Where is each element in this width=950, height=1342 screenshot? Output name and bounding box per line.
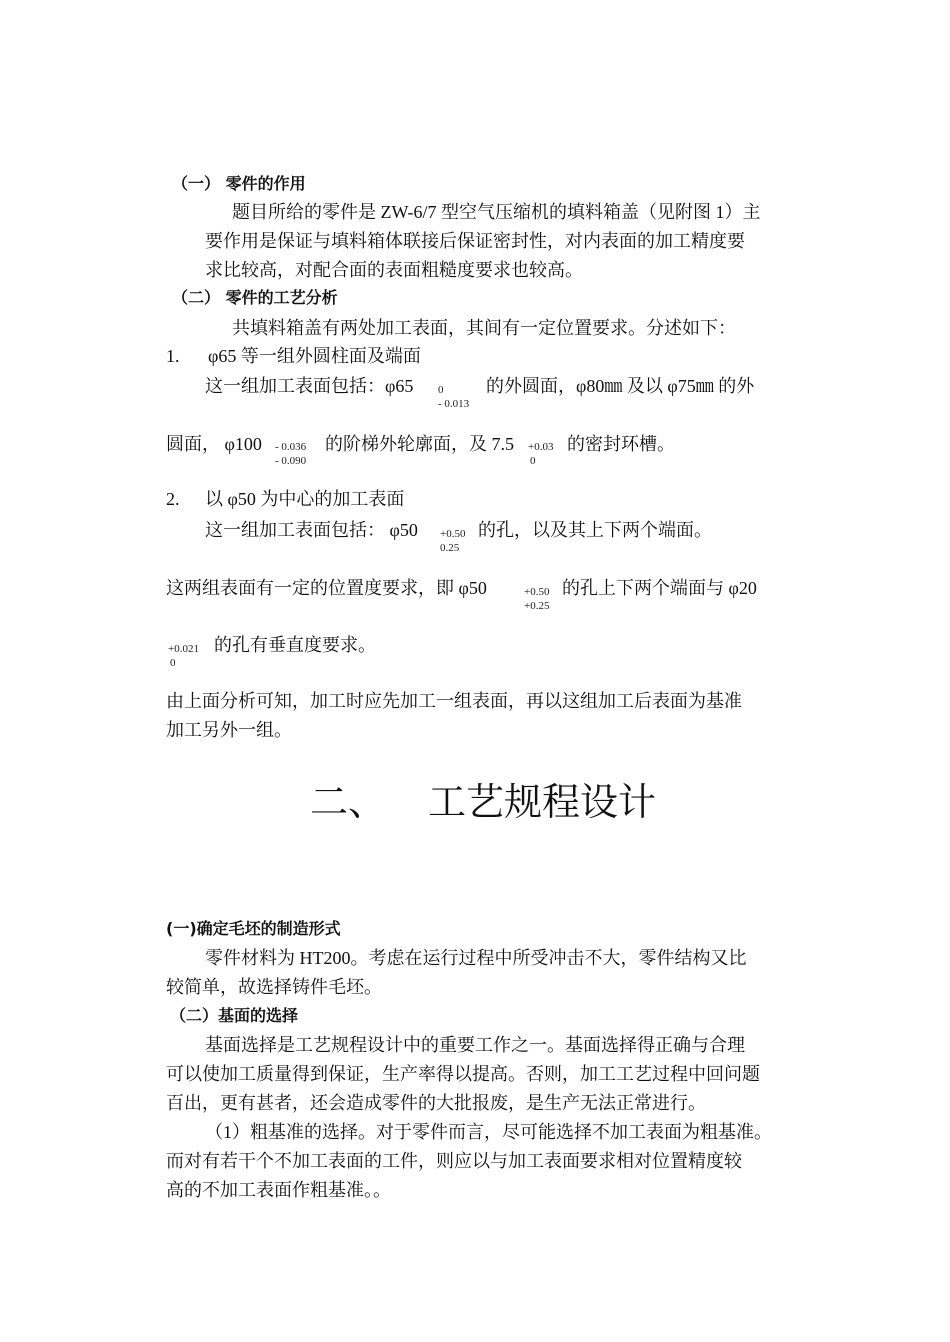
tolerance-upper: - 0.036 bbox=[275, 441, 307, 453]
section-heading-blank: (一)确定毛坯的制造形式 bbox=[166, 919, 341, 938]
section-heading-analysis: （二） 零件的工艺分析 bbox=[172, 288, 338, 307]
paragraph-line: 由上面分析可知，加工时应先加工一组表面，再以这组加工后表面为基准 bbox=[166, 691, 742, 711]
paragraph-line: 而对有若干个不加工表面的工件，则应以与加工表面要求相对位置精度较 bbox=[166, 1151, 742, 1171]
paragraph-line: 圆面， φ100 bbox=[166, 434, 262, 454]
paragraph-line: 这一组加工表面包括： φ50 bbox=[205, 520, 418, 540]
paragraph-line: 要作用是保证与填料箱体联接后保证密封性，对内表面的加工精度要 bbox=[205, 231, 745, 251]
paragraph-line: （1）粗基准的选择。对于零件而言，尽可能选择不加工表面为粗基准。 bbox=[205, 1122, 772, 1142]
section-heading-function: （一） 零件的作用 bbox=[172, 174, 306, 193]
tolerance-upper: +0.03 bbox=[528, 441, 554, 453]
tolerance-lower: 0 bbox=[530, 455, 536, 467]
list-item-title: φ65 等一组外圆柱面及端面 bbox=[208, 346, 421, 366]
list-item-title: 以 φ50 为中心的加工表面 bbox=[205, 489, 405, 509]
list-item-number: 1. bbox=[166, 346, 180, 366]
paragraph-line: 的孔有垂直度要求。 bbox=[214, 635, 376, 655]
paragraph-line: 的孔，以及其上下两个端面。 bbox=[478, 520, 712, 540]
paragraph-line: 的阶梯外轮廓面，及 7.5 bbox=[325, 434, 514, 454]
paragraph-line: 基面选择是工艺规程设计中的重要工作之一。基面选择得正确与合理 bbox=[205, 1035, 745, 1055]
paragraph-line: 的外圆面，φ80㎜ 及以 φ75㎜ 的外 bbox=[486, 376, 755, 396]
tolerance-upper: 0 bbox=[438, 384, 444, 396]
paragraph-line: 题目所给的零件是 ZW-6/7 型空气压缩机的填料箱盖（见附图 1）主 bbox=[232, 202, 761, 222]
paragraph-line: 高的不加工表面作粗基准。。 bbox=[166, 1180, 391, 1200]
tolerance-upper: +0.50 bbox=[440, 528, 466, 540]
tolerance-upper: +0.021 bbox=[168, 643, 199, 655]
paragraph-line: 共填料箱盖有两处加工表面，其间有一定位置要求。分述如下： bbox=[232, 318, 736, 338]
tolerance-upper: +0.50 bbox=[524, 586, 550, 598]
list-item-number: 2. bbox=[166, 489, 180, 509]
chapter-number: 二、 bbox=[310, 780, 387, 824]
paragraph-line: 零件材料为 HT200。考虑在运行过程中所受冲击不大，零件结构又比 bbox=[205, 948, 747, 968]
chapter-title: 工艺规程设计 bbox=[428, 780, 657, 824]
tolerance-lower: - 0.090 bbox=[275, 455, 307, 467]
paragraph-line: 求比较高，对配合面的表面粗糙度要求也较高。 bbox=[205, 260, 583, 280]
paragraph-line: 这两组表面有一定的位置度要求，即 φ50 bbox=[166, 578, 487, 598]
tolerance-lower: - 0.013 bbox=[438, 398, 470, 410]
paragraph-line: 较简单，故选择铸件毛坯。 bbox=[166, 977, 382, 997]
paragraph-line: 加工另外一组。 bbox=[166, 720, 292, 740]
paragraph-line: 百出，更有甚者，还会造成零件的大批报废，是生产无法正常进行。 bbox=[166, 1093, 706, 1113]
tolerance-lower: 0.25 bbox=[440, 542, 460, 554]
paragraph-line: 的孔上下两个端面与 φ20 bbox=[562, 578, 757, 598]
tolerance-lower: 0 bbox=[170, 657, 176, 669]
paragraph-line: 可以使加工质量得到保证，生产率得以提高。否则，加工工艺过程中回问题 bbox=[166, 1064, 760, 1084]
paragraph-line: 的密封环槽。 bbox=[567, 434, 675, 454]
paragraph-line: 这一组加工表面包括：φ65 bbox=[205, 376, 414, 396]
section-heading-datum: （二）基面的选择 bbox=[170, 1006, 299, 1025]
tolerance-lower: +0.25 bbox=[524, 600, 550, 612]
